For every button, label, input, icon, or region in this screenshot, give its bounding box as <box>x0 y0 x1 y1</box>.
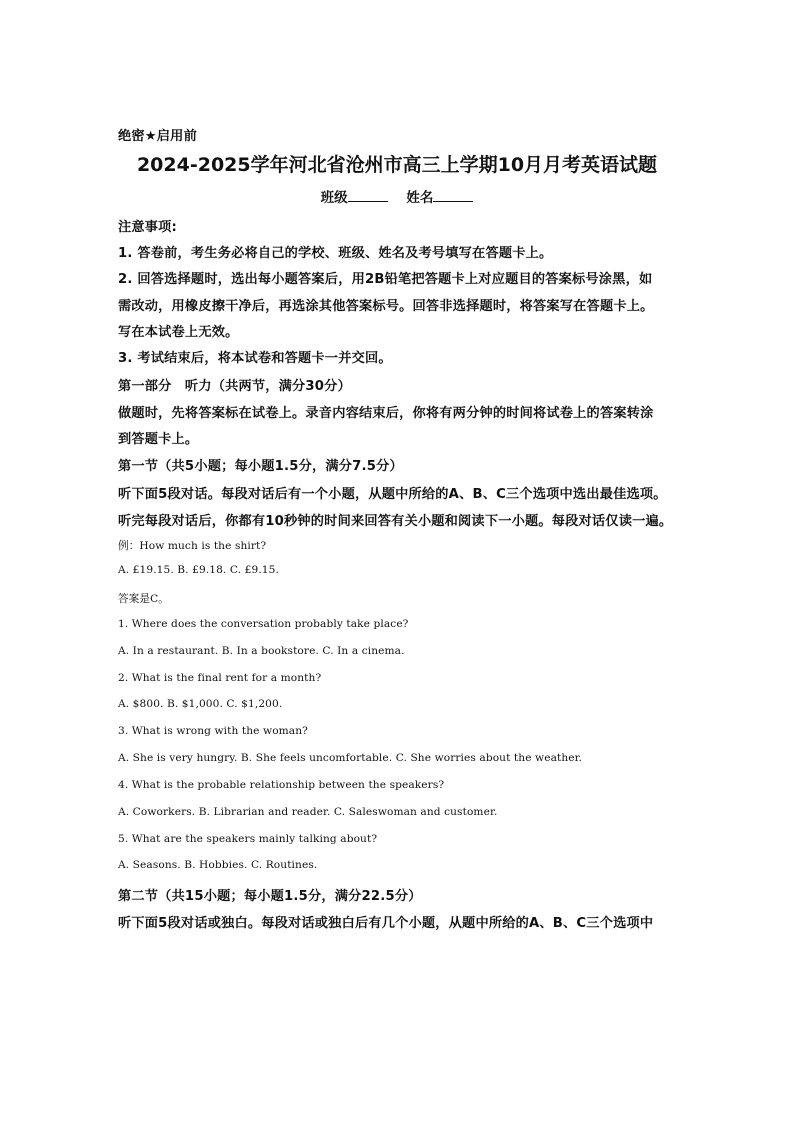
notice-item: 写在本试卷上无效。 <box>118 325 239 340</box>
question-text: 2. What is the final rent for a month? <box>118 672 322 684</box>
question-text: 3. What is wrong with the woman? <box>118 725 308 737</box>
section2-instruction: 听下面5段对话或独白。每段对话或独白后有几个小题，从题中所给的A、B、C三个选项中 <box>118 916 654 931</box>
section2-heading: 第二节（共15小题；每小题1.5分，满分22.5分） <box>118 889 422 904</box>
question-options: A. $800. B. $1,000. C. $1,200. <box>118 698 283 710</box>
question-text: 1. Where does the conversation probably take place? <box>118 618 409 630</box>
section1-heading: 第一节（共5小题；每小题1.5分，满分7.5分） <box>118 459 403 474</box>
class-name-line <box>0 186 794 206</box>
part1-heading: 第一部分 听力（共两节，满分30分） <box>118 379 351 394</box>
question-options: A. In a restaurant. B. In a bookstore. C. In a cinema. <box>118 645 405 657</box>
notice-item: 需改动，用橡皮擦干净后，再选涂其他答案标号。回答非选择题时，将答案写在答题卡上。 <box>118 299 654 314</box>
class-label: 班级 <box>320 190 348 206</box>
question-options: A. She is very hungry. B. She feels uncomfortable. C. She worries about the weather. <box>118 752 583 764</box>
notice-item: 3. 考试结束后，将本试卷和答题卡一并交回。 <box>118 351 392 366</box>
section1-instruction: 听下面5段对话。每段对话后有一个小题，从题中所给的A、B、C三个选项中选出最佳选项。 <box>118 487 667 502</box>
question-text: 4. What is the probable relationship between the speakers? <box>118 779 445 791</box>
notice-heading: 注意事项: <box>118 220 178 235</box>
question-options: A. Seasons. B. Hobbies. C. Routines. <box>118 859 318 871</box>
example-answer: 答案是C。 <box>118 593 169 605</box>
name-blank <box>433 189 473 202</box>
example-question: 例：How much is the shirt? <box>118 540 267 552</box>
class-blank <box>348 189 388 202</box>
example-options: A. £19.15. B. £9.18. C. £9.15. <box>118 564 279 576</box>
question-text: 5. What are the speakers mainly talking about? <box>118 833 378 845</box>
exam-title: 2024-2025学年河北省沧州市高三上学期10月月考英语试题 <box>136 154 658 176</box>
part1-intro: 到答题卡上。 <box>118 432 199 447</box>
question-options: A. Coworkers. B. Librarian and reader. C. Saleswoman and customer. <box>118 806 498 818</box>
notice-item: 1. 答卷前，考生务必将自己的学校、班级、姓名及考号填写在答题卡上。 <box>118 246 553 261</box>
confidential-label: 绝密★启用前 <box>118 129 197 144</box>
notice-item: 2. 回答选择题时，选出每小题答案后，用2B铅笔把答题卡上对应题目的答案标号涂黑，如 <box>118 272 653 287</box>
name-label: 姓名 <box>406 190 434 206</box>
part1-intro: 做题时，先将答案标在试卷上。录音内容结束后，你将有两分钟的时间将试卷上的答案转涂 <box>118 406 654 421</box>
section1-instruction: 听完每段对话后，你都有10秒钟的时间来回答有关小题和阅读下一小题。每段对话仅读一遍。 <box>118 514 673 529</box>
